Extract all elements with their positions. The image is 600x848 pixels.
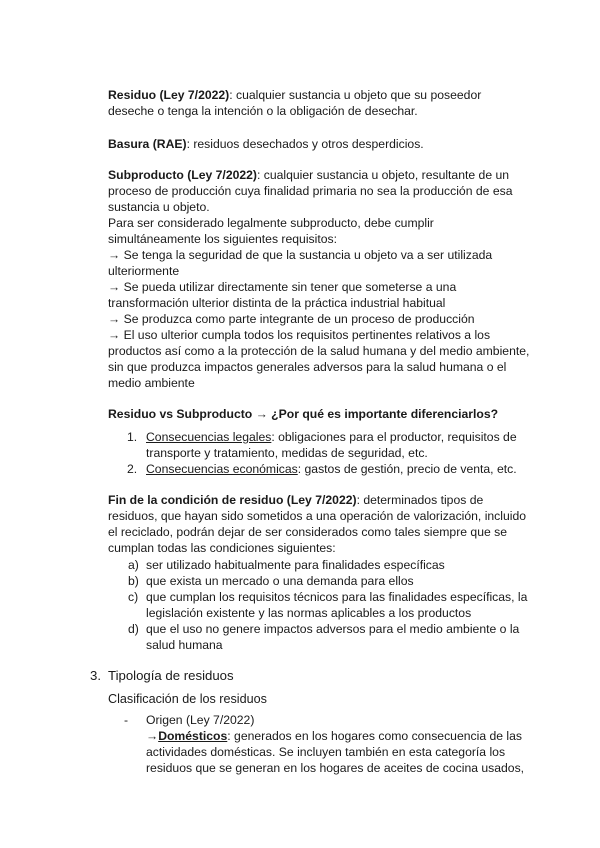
term-residuo: Residuo (Ley 7/2022) bbox=[108, 88, 230, 102]
arrow: → bbox=[146, 729, 159, 743]
term-domesticos: Domésticos bbox=[158, 729, 228, 743]
term-subproducto: Subproducto (Ley 7/2022) bbox=[108, 168, 257, 182]
list-item-text: que el uso no genere impactos adversos para el medio ambiente o la bbox=[146, 622, 520, 636]
list-marker: 2. bbox=[127, 462, 138, 476]
definition-text: : cualquier sustancia u objeto, resultante de un bbox=[257, 168, 510, 182]
term-fin-condicion: Fin de la condición de residuo (Ley 7/2022) bbox=[108, 493, 357, 507]
definition-text: : residuos desechados y otros desperdicios. bbox=[186, 137, 424, 151]
list-item-text: transporte y tratamiento, medidas de seguridad, etc. bbox=[146, 446, 428, 460]
definition-text: deseche o tenga la intención o la obligación de desechar. bbox=[108, 104, 418, 118]
section-title: Tipología de residuos bbox=[108, 668, 234, 683]
definition-text: : generados en los hogares como consecuencia de las bbox=[227, 729, 523, 743]
subsection-title: Clasificación de los residuos bbox=[108, 692, 267, 706]
heading-text: Residuo vs Subproducto → ¿Por qué es importante diferenciarlos? bbox=[108, 407, 499, 421]
list-item-text: que cumplan los requisitos técnicos para las finalidades específicas, la bbox=[146, 590, 528, 604]
list-item-text: salud humana bbox=[146, 638, 223, 652]
list-item-text: : obligaciones para el productor, requisitos de bbox=[271, 430, 517, 444]
list-marker: 1. bbox=[127, 430, 138, 444]
requirement-line: medio ambiente bbox=[108, 376, 195, 390]
definition-text: residuos que se generan en los hogares de aceites de cocina usados, bbox=[146, 761, 525, 775]
list-item-text: Origen (Ley 7/2022) bbox=[146, 713, 255, 727]
definition-text: simultáneamente los siguientes requisitos: bbox=[108, 232, 337, 246]
definition-text: actividades domésticas. Se incluyen también en esta categoría los bbox=[146, 745, 506, 759]
requirement-line: → El uso ulterior cumpla todos los requisitos pertinentes relativos a los bbox=[108, 328, 491, 342]
definition-text: : determinados tipos de bbox=[356, 493, 484, 507]
definition-text: proceso de producción cuya finalidad primaria no sea la producción de esa bbox=[108, 184, 513, 198]
list-item-text: : gastos de gestión, precio de venta, etc. bbox=[297, 462, 517, 476]
list-item-text: que exista un mercado o una demanda para ellos bbox=[146, 574, 414, 588]
list-marker: d) bbox=[128, 622, 139, 636]
list-marker: - bbox=[124, 713, 129, 727]
definition-fin-condicion-residuo bbox=[108, 492, 528, 556]
list-marker: a) bbox=[128, 558, 139, 572]
definition-text: cumplan todas las condiciones siguientes: bbox=[108, 541, 336, 555]
definition-domesticos bbox=[146, 728, 546, 776]
list-item-text: legislación existente y las normas aplicables a los productos bbox=[146, 606, 472, 620]
definition-text: el reciclado, podrán dejar de ser considerados como tales siempre que se bbox=[108, 525, 508, 539]
term-consecuencias-economicas: Consecuencias económicas bbox=[146, 462, 298, 476]
section-heading-residuo-vs-subproducto bbox=[108, 406, 528, 422]
definition-text: : cualquier sustancia u objeto que su poseedor bbox=[229, 88, 482, 102]
definition-text: sustancia u objeto. bbox=[108, 200, 210, 214]
definition-text: residuos, que hayan sido sometidos a una operación de valorización, incluido bbox=[108, 509, 527, 523]
list-marker: b) bbox=[128, 574, 139, 588]
requirement-line: → Se tenga la seguridad de que la sustancia u objeto va a ser utilizada bbox=[108, 248, 493, 262]
definition-residuo bbox=[108, 87, 528, 119]
list-marker: c) bbox=[128, 590, 139, 604]
requirement-line: ulteriormente bbox=[108, 264, 180, 278]
requirement-line: productos así como a la protección de la salud humana y del medio ambiente, bbox=[108, 344, 530, 358]
list-item-text: ser utilizado habitualmente para finalidades específicas bbox=[146, 558, 445, 572]
requirement-line: sin que produzca impactos generales adversos para la salud humana o el bbox=[108, 360, 507, 374]
term-basura: Basura (RAE) bbox=[108, 137, 187, 151]
definition-basura bbox=[108, 136, 528, 152]
definition-text: Para ser considerado legalmente subproducto, debe cumplir bbox=[108, 216, 434, 230]
section-number: 3. bbox=[90, 668, 101, 683]
requirement-line: → Se pueda utilizar directamente sin tener que someterse a una bbox=[108, 280, 457, 294]
definition-subproducto bbox=[108, 167, 528, 391]
requirement-line: transformación ulterior distinta de la práctica industrial habitual bbox=[108, 296, 446, 310]
term-consecuencias-legales: Consecuencias legales bbox=[146, 430, 272, 444]
requirement-line: → Se produzca como parte integrante de un proceso de producción bbox=[108, 312, 475, 326]
